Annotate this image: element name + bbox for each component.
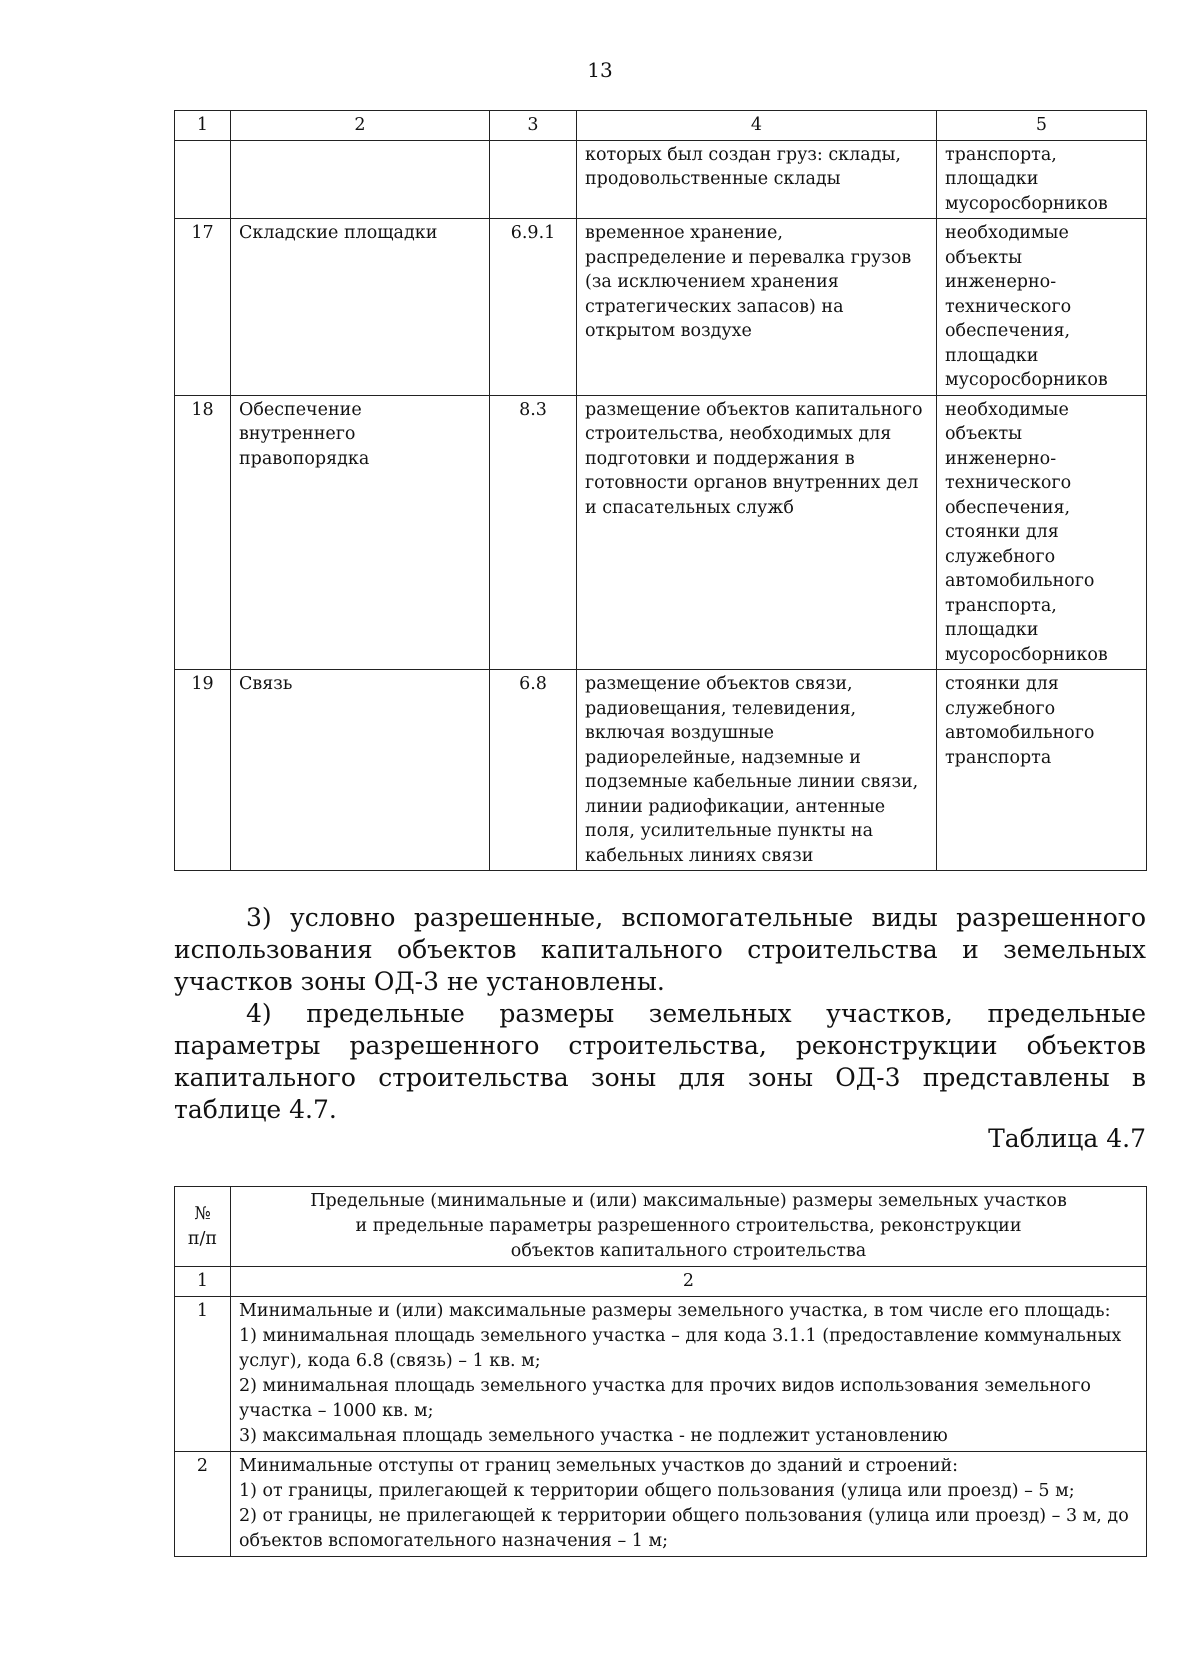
use-name: Обеспечение внутреннего правопорядка: [231, 395, 490, 670]
row-number: [175, 140, 231, 219]
table-row: [175, 1452, 1147, 1557]
table-caption: Таблица 4.7: [988, 1124, 1146, 1153]
content-line: 1) минимальная площадь земельного участка – для кода 3.1.1 (предоставление коммунальных услуг), кода 6.8 (связь) – 1 кв. м;: [239, 1326, 1122, 1371]
row-number: 2: [175, 1452, 231, 1557]
use-code: [490, 140, 577, 219]
auxiliary-uses: необходимые объекты инженерно-технического обеспечения, стоянки для служебного автомобильного транспорта, площадки мусоросборников: [937, 395, 1147, 670]
land-use-table: [174, 110, 1147, 871]
use-code: 8.3: [490, 395, 577, 670]
table-row: [175, 670, 1147, 871]
paragraph-text: 3) условно разрешенные, вспомогательные виды разрешенного использования объектов капитального строительства и земельных участков зоны ОД-3 не установлены.: [174, 903, 1146, 996]
paragraph-limit-sizes: [174, 998, 1146, 1126]
use-code: 6.8: [490, 670, 577, 871]
use-name: Связь: [231, 670, 490, 871]
row-content: [231, 1297, 1147, 1452]
use-description: размещение объектов связи, радиовещания, телевидения, включая воздушные радиорелейные, надземные и подземные кабельные линии связи, линии радиофикации, антенные поля, усилительные пункты на кабельных линиях связи: [577, 670, 937, 871]
auxiliary-uses: стоянки для служебного автомобильного транспорта: [937, 670, 1147, 871]
table-row: [175, 219, 1147, 396]
use-name: [231, 140, 490, 219]
row-number: 1: [175, 1297, 231, 1452]
limit-parameters-table: [174, 1186, 1147, 1557]
use-description: размещение объектов капитального строительства, необходимых для подготовки и поддержания в готовности органов внутренних дел и спасательных служб: [577, 395, 937, 670]
header-cell: 2: [231, 111, 490, 141]
table-row: [175, 140, 1147, 219]
auxiliary-uses: необходимые объекты инженерно-технического обеспечения, площадки мусоросборников: [937, 219, 1147, 396]
content-line: 2) минимальная площадь земельного участка для прочих видов использования земельного участка – 1000 кв. м;: [239, 1376, 1091, 1421]
row-content: [231, 1452, 1147, 1557]
paragraph-conditional-uses: [174, 902, 1146, 998]
use-description: которых был создан груз: склады, продовольственные склады: [577, 140, 937, 219]
table-header-row: [175, 1187, 1147, 1267]
row-number: 17: [175, 219, 231, 396]
content-line: 2) от границы, не прилегающей к территории общего пользования (улица или проезд) – 3 м, до объектов вспомогательного назначения – 1 м;: [239, 1506, 1129, 1551]
content-line: Минимальные и (или) максимальные размеры земельного участка, в том числе его площадь:: [239, 1301, 1111, 1321]
page-number: 13: [587, 58, 613, 82]
header-number-cell: № п/п: [175, 1187, 231, 1267]
content-line: 3) максимальная площадь земельного участка - не подлежит установлению: [239, 1426, 948, 1446]
use-name: Складские площадки: [231, 219, 490, 396]
content-line: 1) от границы, прилегающей к территории общего пользования (улица или проезд) – 5 м;: [239, 1481, 1075, 1501]
use-code: 6.9.1: [490, 219, 577, 396]
header-line: и предельные параметры разрешенного строительства, реконструкции: [355, 1216, 1022, 1236]
header-line: объектов капитального строительства: [510, 1241, 867, 1261]
row-number: 18: [175, 395, 231, 670]
paragraph-text: 4) предельные размеры земельных участков, предельные параметры разрешенного строительства, реконструкции объектов капитального строительства зоны для зоны ОД-3 представлены в таблице 4.7.: [174, 999, 1146, 1124]
header-cell: 5: [937, 111, 1147, 141]
header-line: Предельные (минимальные и (или) максимальные) размеры земельных участков: [310, 1191, 1067, 1211]
header-cell: 3: [490, 111, 577, 141]
table-row: [175, 1297, 1147, 1452]
column-number: 2: [231, 1267, 1147, 1297]
content-line: Минимальные отступы от границ земельных участков до зданий и строений:: [239, 1456, 959, 1476]
column-number: 1: [175, 1267, 231, 1297]
header-cell: 4: [577, 111, 937, 141]
table-row: [175, 395, 1147, 670]
use-description: временное хранение, распределение и перевалка грузов (за исключением хранения стратегических запасов) на открытом воздухе: [577, 219, 937, 396]
row-number: 19: [175, 670, 231, 871]
column-numbering-row: [175, 1267, 1147, 1297]
table-header-row: [175, 111, 1147, 141]
auxiliary-uses: транспорта, площадки мусоросборников: [937, 140, 1147, 219]
header-title-cell: [231, 1187, 1147, 1267]
header-cell: 1: [175, 111, 231, 141]
